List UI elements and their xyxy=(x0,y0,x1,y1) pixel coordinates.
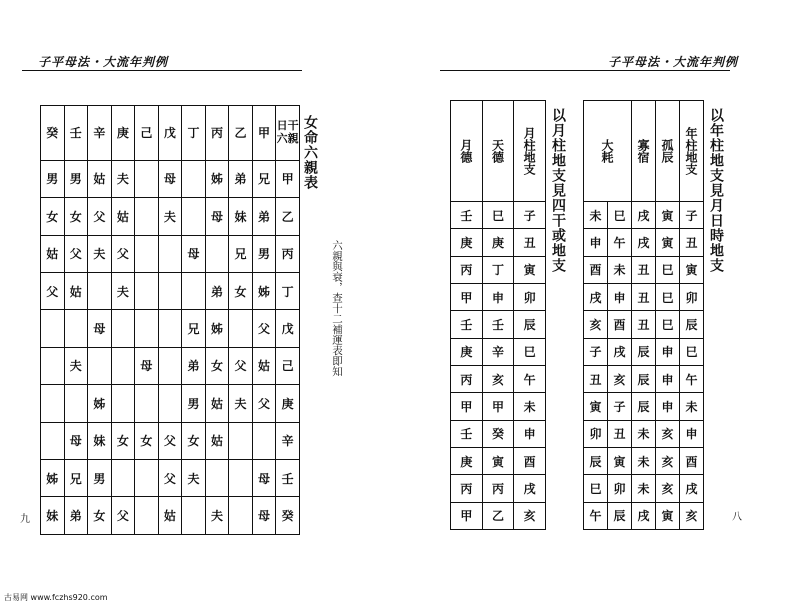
table-cell xyxy=(135,160,159,197)
table-cell: 弟 xyxy=(252,198,276,235)
left-page-number: 九 xyxy=(20,514,30,525)
table-cell: 寅 xyxy=(584,393,608,420)
left-note: 六親與衰，查十二補運表即知 xyxy=(331,240,343,377)
table-cell: 姑 xyxy=(41,235,65,272)
right-page-header: 子平母法・大流年判例 xyxy=(608,55,739,69)
year-branch-table xyxy=(583,100,704,530)
table-cell: 辰 xyxy=(514,311,546,338)
table-cell xyxy=(182,160,206,197)
column-header: 寡宿 xyxy=(632,101,656,202)
table-cell xyxy=(64,385,88,422)
table-cell: 戌 xyxy=(632,502,656,529)
table-cell: 午 xyxy=(608,229,632,256)
table-cell xyxy=(182,497,206,535)
table-cell: 亥 xyxy=(584,311,608,338)
site-footer: 古易网 www.fczhs920.com xyxy=(4,593,108,602)
corner-header: 日干 六親 xyxy=(276,106,300,161)
table-cell xyxy=(229,422,253,459)
table-cell: 兄 xyxy=(182,310,206,347)
table-cell: 姑 xyxy=(252,347,276,384)
table-cell xyxy=(41,347,65,384)
column-header: 癸 xyxy=(41,106,65,161)
column-header: 年柱地支 xyxy=(680,101,704,202)
table-cell: 妹 xyxy=(229,198,253,235)
left-table-title: 女命六親表 xyxy=(302,115,318,190)
table-cell xyxy=(229,497,253,535)
table-cell: 兄 xyxy=(64,460,88,497)
table-cell: 丑 xyxy=(632,311,656,338)
table-cell: 姑 xyxy=(158,497,182,535)
table-cell: 申 xyxy=(656,365,680,392)
table-cell: 亥 xyxy=(482,365,514,392)
table-cell: 午 xyxy=(514,365,546,392)
column-header: 甲 xyxy=(252,106,276,161)
table-cell: 丑 xyxy=(514,229,546,256)
table-cell: 姑 xyxy=(111,198,135,235)
table-cell: 女 xyxy=(182,422,206,459)
table-cell xyxy=(64,310,88,347)
table-cell: 女 xyxy=(205,347,229,384)
table-cell: 亥 xyxy=(680,502,704,529)
table-cell xyxy=(41,385,65,422)
table-cell: 未 xyxy=(608,256,632,283)
table-cell: 巳 xyxy=(608,202,632,229)
table-cell: 女 xyxy=(135,422,159,459)
table-cell xyxy=(182,198,206,235)
table-cell: 辰 xyxy=(632,338,656,365)
table-cell: 妹 xyxy=(88,422,112,459)
table-cell: 巳 xyxy=(656,283,680,310)
table-cell: 子 xyxy=(584,338,608,365)
table-cell: 巳 xyxy=(656,311,680,338)
column-header: 辛 xyxy=(88,106,112,161)
row-header: 丙 xyxy=(276,235,300,272)
table-cell: 巳 xyxy=(514,338,546,365)
column-header: 丙 xyxy=(205,106,229,161)
table-cell: 辰 xyxy=(680,311,704,338)
table-cell: 父 xyxy=(252,310,276,347)
table-cell: 姊 xyxy=(41,460,65,497)
table-cell: 姑 xyxy=(205,422,229,459)
table-cell xyxy=(111,385,135,422)
table-cell: 母 xyxy=(182,235,206,272)
table-cell: 女 xyxy=(88,497,112,535)
table-cell: 父 xyxy=(158,422,182,459)
table-cell: 巳 xyxy=(482,202,514,229)
table-cell: 戌 xyxy=(680,475,704,502)
table-cell: 母 xyxy=(158,160,182,197)
table-cell xyxy=(205,235,229,272)
table-cell: 申 xyxy=(482,283,514,310)
table-cell xyxy=(135,272,159,309)
year-table-title: 以年柱地支見月日時地支 xyxy=(708,108,724,273)
table-cell xyxy=(252,422,276,459)
table-cell: 申 xyxy=(680,420,704,447)
table-cell: 丁 xyxy=(482,256,514,283)
table-cell: 卯 xyxy=(514,283,546,310)
table-cell: 亥 xyxy=(656,475,680,502)
column-header: 己 xyxy=(135,106,159,161)
table-cell xyxy=(135,497,159,535)
table-cell xyxy=(135,310,159,347)
table-cell: 母 xyxy=(252,460,276,497)
column-header: 月德 xyxy=(451,101,483,202)
table-cell: 寅 xyxy=(514,256,546,283)
table-cell: 癸 xyxy=(482,420,514,447)
table-cell xyxy=(135,235,159,272)
column-header: 天德 xyxy=(482,101,514,202)
table-cell: 夫 xyxy=(229,385,253,422)
table-cell: 兄 xyxy=(229,235,253,272)
table-cell: 庚 xyxy=(451,338,483,365)
table-cell: 亥 xyxy=(514,502,546,529)
column-header: 月柱地支 xyxy=(514,101,546,202)
table-cell: 父 xyxy=(252,385,276,422)
table-cell: 亥 xyxy=(656,447,680,474)
table-cell xyxy=(158,272,182,309)
table-cell: 申 xyxy=(656,338,680,365)
column-header: 戊 xyxy=(158,106,182,161)
table-cell xyxy=(41,422,65,459)
table-cell: 丑 xyxy=(608,420,632,447)
table-cell: 戌 xyxy=(584,283,608,310)
table-cell: 父 xyxy=(64,235,88,272)
table-cell: 姊 xyxy=(88,385,112,422)
table-cell: 巳 xyxy=(680,338,704,365)
table-cell: 壬 xyxy=(451,311,483,338)
table-cell xyxy=(111,347,135,384)
table-cell xyxy=(135,385,159,422)
table-cell: 酉 xyxy=(680,447,704,474)
table-cell: 父 xyxy=(111,235,135,272)
table-cell: 女 xyxy=(64,198,88,235)
table-cell: 父 xyxy=(111,497,135,535)
table-cell xyxy=(158,235,182,272)
table-cell: 父 xyxy=(88,198,112,235)
table-cell: 姊 xyxy=(205,160,229,197)
row-header: 辛 xyxy=(276,422,300,459)
table-cell: 姊 xyxy=(205,310,229,347)
table-cell: 壬 xyxy=(451,420,483,447)
table-cell: 寅 xyxy=(482,447,514,474)
table-cell xyxy=(229,310,253,347)
row-header: 戊 xyxy=(276,310,300,347)
table-cell: 子 xyxy=(514,202,546,229)
table-cell: 戌 xyxy=(608,338,632,365)
column-header: 壬 xyxy=(64,106,88,161)
table-cell xyxy=(135,198,159,235)
table-cell: 母 xyxy=(205,198,229,235)
table-cell: 卯 xyxy=(608,475,632,502)
table-cell: 戌 xyxy=(514,475,546,502)
table-cell: 男 xyxy=(41,160,65,197)
table-cell: 卯 xyxy=(584,420,608,447)
table-cell: 男 xyxy=(64,160,88,197)
table-cell: 丑 xyxy=(584,365,608,392)
month-branch-table xyxy=(450,100,546,530)
table-cell: 申 xyxy=(514,420,546,447)
table-cell: 母 xyxy=(135,347,159,384)
table-cell: 寅 xyxy=(656,229,680,256)
table-cell: 甲 xyxy=(451,393,483,420)
column-header: 丁 xyxy=(182,106,206,161)
table-cell: 母 xyxy=(64,422,88,459)
table-cell: 男 xyxy=(252,235,276,272)
table-cell: 寅 xyxy=(656,502,680,529)
table-cell: 申 xyxy=(608,283,632,310)
table-cell: 庚 xyxy=(451,229,483,256)
table-cell: 辰 xyxy=(632,393,656,420)
table-cell: 弟 xyxy=(64,497,88,535)
row-header: 壬 xyxy=(276,460,300,497)
left-page-header: 子平母法・大流年判例 xyxy=(38,55,169,69)
table-cell: 庚 xyxy=(482,229,514,256)
table-cell: 丙 xyxy=(451,475,483,502)
table-cell: 寅 xyxy=(656,202,680,229)
table-cell xyxy=(205,460,229,497)
table-cell: 丙 xyxy=(451,365,483,392)
table-cell: 姑 xyxy=(88,160,112,197)
table-cell: 壬 xyxy=(451,202,483,229)
table-cell: 丑 xyxy=(680,229,704,256)
table-cell: 庚 xyxy=(451,447,483,474)
row-header: 甲 xyxy=(276,160,300,197)
table-cell: 父 xyxy=(41,272,65,309)
table-cell: 寅 xyxy=(608,447,632,474)
month-table-title: 以月柱地支見四干或地支 xyxy=(550,108,566,273)
column-header: 乙 xyxy=(229,106,253,161)
table-cell: 未 xyxy=(680,393,704,420)
table-cell xyxy=(158,310,182,347)
table-cell: 弟 xyxy=(229,160,253,197)
table-cell: 子 xyxy=(680,202,704,229)
table-cell: 午 xyxy=(680,365,704,392)
table-cell: 未 xyxy=(584,202,608,229)
table-cell xyxy=(88,272,112,309)
left-header-rule xyxy=(22,70,302,71)
table-cell: 姊 xyxy=(252,272,276,309)
table-cell: 姑 xyxy=(205,385,229,422)
table-cell: 辰 xyxy=(632,365,656,392)
column-header: 庚 xyxy=(111,106,135,161)
table-cell xyxy=(111,310,135,347)
table-cell: 甲 xyxy=(482,393,514,420)
table-cell: 辛 xyxy=(482,338,514,365)
six-relatives-table xyxy=(40,105,300,535)
table-cell: 女 xyxy=(229,272,253,309)
table-cell xyxy=(158,385,182,422)
table-cell: 丙 xyxy=(482,475,514,502)
table-cell: 兄 xyxy=(252,160,276,197)
table-cell: 父 xyxy=(158,460,182,497)
table-cell: 丑 xyxy=(632,283,656,310)
table-cell: 未 xyxy=(632,420,656,447)
table-cell: 夫 xyxy=(182,460,206,497)
table-cell: 丑 xyxy=(632,256,656,283)
table-cell: 姑 xyxy=(64,272,88,309)
table-cell: 酉 xyxy=(514,447,546,474)
table-cell xyxy=(158,347,182,384)
table-cell: 妹 xyxy=(41,497,65,535)
table-cell: 午 xyxy=(584,502,608,529)
table-cell xyxy=(41,310,65,347)
table-cell: 戌 xyxy=(632,229,656,256)
table-cell xyxy=(182,272,206,309)
table-cell: 父 xyxy=(229,347,253,384)
table-cell xyxy=(111,460,135,497)
row-header: 癸 xyxy=(276,497,300,535)
table-cell: 甲 xyxy=(451,502,483,529)
table-cell: 甲 xyxy=(451,283,483,310)
table-cell: 夫 xyxy=(64,347,88,384)
table-cell xyxy=(135,460,159,497)
row-header: 庚 xyxy=(276,385,300,422)
row-header: 己 xyxy=(276,347,300,384)
table-cell: 未 xyxy=(632,447,656,474)
table-cell: 夫 xyxy=(158,198,182,235)
table-cell: 母 xyxy=(88,310,112,347)
right-header-rule xyxy=(440,70,730,71)
table-cell: 辰 xyxy=(584,447,608,474)
table-cell: 申 xyxy=(656,393,680,420)
table-cell: 夫 xyxy=(88,235,112,272)
table-cell: 母 xyxy=(252,497,276,535)
table-cell: 巳 xyxy=(656,256,680,283)
right-page-number: 八 xyxy=(732,512,742,523)
table-cell: 女 xyxy=(41,198,65,235)
table-cell: 壬 xyxy=(482,311,514,338)
table-cell: 夫 xyxy=(111,272,135,309)
table-cell: 巳 xyxy=(584,475,608,502)
table-cell: 乙 xyxy=(482,502,514,529)
table-cell: 戌 xyxy=(632,202,656,229)
table-cell xyxy=(229,460,253,497)
table-cell: 夫 xyxy=(205,497,229,535)
row-header: 丁 xyxy=(276,272,300,309)
table-cell: 申 xyxy=(584,229,608,256)
table-cell: 男 xyxy=(182,385,206,422)
table-cell: 丙 xyxy=(451,256,483,283)
table-cell: 未 xyxy=(632,475,656,502)
table-cell xyxy=(88,347,112,384)
table-cell: 寅 xyxy=(680,256,704,283)
table-cell: 酉 xyxy=(608,311,632,338)
column-header: 大耗 xyxy=(584,101,632,202)
table-cell: 女 xyxy=(111,422,135,459)
table-cell: 男 xyxy=(88,460,112,497)
table-cell: 辰 xyxy=(608,502,632,529)
table-cell: 未 xyxy=(514,393,546,420)
table-cell: 夫 xyxy=(111,160,135,197)
table-cell: 亥 xyxy=(608,365,632,392)
table-cell: 弟 xyxy=(182,347,206,384)
table-cell: 弟 xyxy=(205,272,229,309)
column-header: 孤辰 xyxy=(656,101,680,202)
table-cell: 子 xyxy=(608,393,632,420)
row-header: 乙 xyxy=(276,198,300,235)
table-cell: 亥 xyxy=(656,420,680,447)
table-cell: 卯 xyxy=(680,283,704,310)
table-cell: 酉 xyxy=(584,256,608,283)
